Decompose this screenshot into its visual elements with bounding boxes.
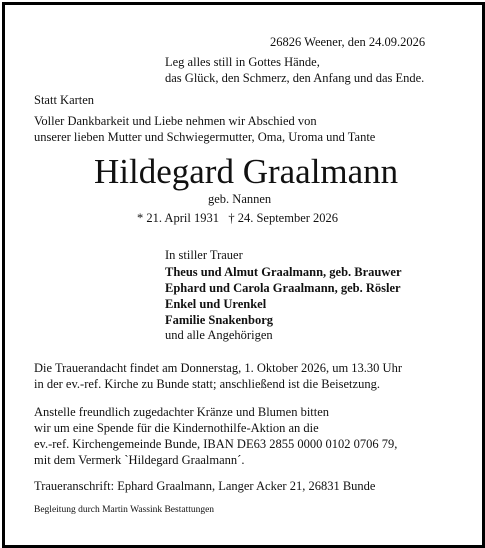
poem-line-1: Leg alles still in Gottes Hände, <box>165 55 320 69</box>
mourners-heading: In stiller Trauer <box>165 248 243 262</box>
life-dates: * 21. April 1931 † 24. September 2026 <box>137 211 339 225</box>
birth-name: geb. Nannen <box>208 192 272 206</box>
poem-line-2: das Glück, den Schmerz, den Anfang und das Ende. <box>165 71 425 85</box>
service-line-2: in der ev.-ref. Kirche zu Bunde statt; anschließend ist die Beisetzung. <box>34 377 380 391</box>
intro-line-2: unserer lieben Mutter und Schwiegermutter, Oma, Uroma und Tante <box>34 130 376 144</box>
mourning-address: Traueranschrift: Ephard Graalmann, Langer Acker 21, 26831 Bunde <box>34 479 376 493</box>
mourner-name: Theus und Almut Graalmann, geb. Brauwer <box>165 265 402 279</box>
undertaker-credit: Begleitung durch Martin Wassink Bestattungen <box>34 505 215 515</box>
mourner-name: Enkel und Urenkel <box>165 297 267 311</box>
statt-karten: Statt Karten <box>34 93 95 107</box>
mourner-name: Ephard und Carola Graalmann, geb. Rösler <box>165 281 401 295</box>
donation-line-4: mit dem Vermerk `Hildegard Graalmann´. <box>34 453 245 467</box>
deceased-name: Hildegard Graalmann <box>94 152 399 191</box>
place-date: 26826 Weener, den 24.09.2026 <box>270 35 426 49</box>
intro-line-1: Voller Dankbarkeit und Liebe nehmen wir Abschied von <box>34 114 317 128</box>
service-line-1: Die Trauerandacht findet am Donnerstag, 1. Oktober 2026, um 13.30 Uhr <box>34 361 402 375</box>
donation-line-2: wir um eine Spende für die Kindernothilfe-Aktion an die <box>34 421 319 435</box>
mourners-closing: und alle Angehörigen <box>165 328 273 342</box>
donation-line-1: Anstelle freundlich zugedachter Kränze und Blumen bitten <box>34 405 330 419</box>
donation-line-3: ev.-ref. Kirchengemeinde Bunde, IBAN DE63 2855 0000 0102 0706 79, <box>34 437 398 451</box>
mourner-name: Familie Snakenborg <box>165 313 273 327</box>
